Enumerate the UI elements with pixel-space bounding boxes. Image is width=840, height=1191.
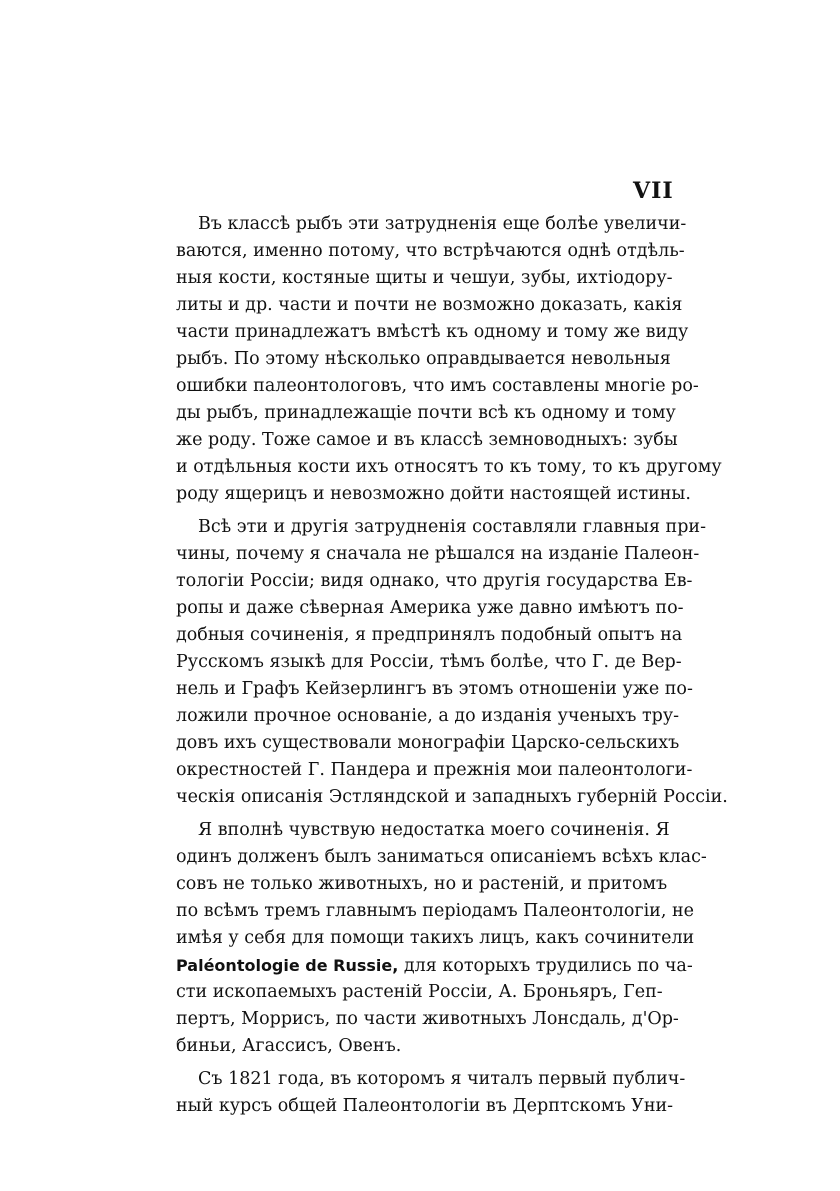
text-line: части принадлежатъ вмѣстѣ къ одному и тому же виду	[176, 322, 689, 342]
paragraph-3	[176, 817, 707, 1060]
text-line: окрестностей Г. Пандера и прежнія мои палеонтологи-	[176, 760, 693, 780]
text-line: ный курсъ общей Палеонтологіи въ Дерптскомъ Уни-	[176, 1096, 674, 1116]
text-line: Всѣ эти и другія затрудненія составляли главныя при-	[198, 517, 706, 537]
text-line: биньи, Агассисъ, Овенъ.	[176, 1036, 402, 1056]
text-line: ды рыбъ, принадлежащіе почти всѣ къ одному и тому	[176, 403, 676, 423]
text-line: тологіи Россіи; видя однако, что другія государства Ев-	[176, 571, 693, 591]
text-line: Въ классѣ рыбъ эти затрудненія еще болѣе увеличи-	[198, 214, 687, 234]
text-line-with-latin	[176, 952, 693, 979]
text-line: пертъ, Моррисъ, по части животныхъ Лонсдаль, д'Ор-	[176, 1009, 679, 1029]
latin-title: Paléontologie de Russie,	[176, 956, 399, 975]
text-line: довъ ихъ существовали монографіи Царско-сельскихъ	[176, 733, 680, 753]
paragraph-2	[176, 514, 728, 811]
text-line: чины, почему я сначала не рѣшался на изданіе Палеон-	[176, 544, 700, 564]
text-line: совъ не только животныхъ, но и растеній, и притомъ	[176, 874, 668, 894]
text-line: ошибки палеонтологовъ, что имъ составлены многіе ро-	[176, 376, 699, 396]
text-line: ныя кости, костяные щиты и чешуи, зубы, ихтіодору-	[176, 268, 673, 288]
text-line: имѣя у себя для помощи такихъ лицъ, какъ сочинители	[176, 928, 695, 948]
text-line: Я вполнѣ чувствую недостатка моего сочиненія. Я	[198, 820, 670, 840]
text-line: добныя сочиненія, я предпринялъ подобный опытъ на	[176, 625, 683, 645]
text-line: литы и др. части и почти не возможно доказать, какія	[176, 295, 683, 315]
text-line: ложили прочное основаніе, а до изданія ученыхъ тру-	[176, 706, 680, 726]
text-line: роду ящерицъ и невозможно дойти настоящей истины.	[176, 484, 691, 504]
paragraph-1	[176, 211, 722, 508]
text-line: ческія описанія Эстляндской и западныхъ губерній Россіи.	[176, 787, 728, 807]
text-line: одинъ долженъ былъ заниматься описаніемъ всѣхъ клас-	[176, 847, 707, 867]
text-line: Русскомъ языкѣ для Россіи, тѣмъ болѣе, что Г. де Вер-	[176, 652, 682, 672]
text-line: рыбъ. По этому нѣсколько оправдывается невольныя	[176, 349, 671, 369]
text-line: ваются, именно потому, что встрѣчаются однѣ отдѣль-	[176, 241, 685, 261]
page-number: VII	[633, 178, 674, 204]
text-line: Съ 1821 года, въ которомъ я читалъ первый публич-	[198, 1069, 686, 1089]
text-fragment: для которыхъ трудились по ча-	[398, 956, 693, 976]
text-line: сти ископаемыхъ растеній Россіи, А. Броньяръ, Геп-	[176, 982, 663, 1002]
text-line: же роду. Тоже самое и въ классѣ земноводныхъ: зубы	[176, 430, 678, 450]
paragraph-4	[176, 1066, 686, 1120]
text-line: нель и Графъ Кейзерлингъ въ этомъ отношеніи уже по-	[176, 679, 693, 699]
text-line: и отдѣльныя кости ихъ относятъ то къ тому, то къ другому	[176, 457, 722, 477]
text-line: ропы и даже сѣверная Америка уже давно имѣютъ по-	[176, 598, 684, 618]
text-line: по всѣмъ тремъ главнымъ періодамъ Палеонтологіи, не	[176, 901, 694, 921]
body-text	[176, 211, 728, 1120]
